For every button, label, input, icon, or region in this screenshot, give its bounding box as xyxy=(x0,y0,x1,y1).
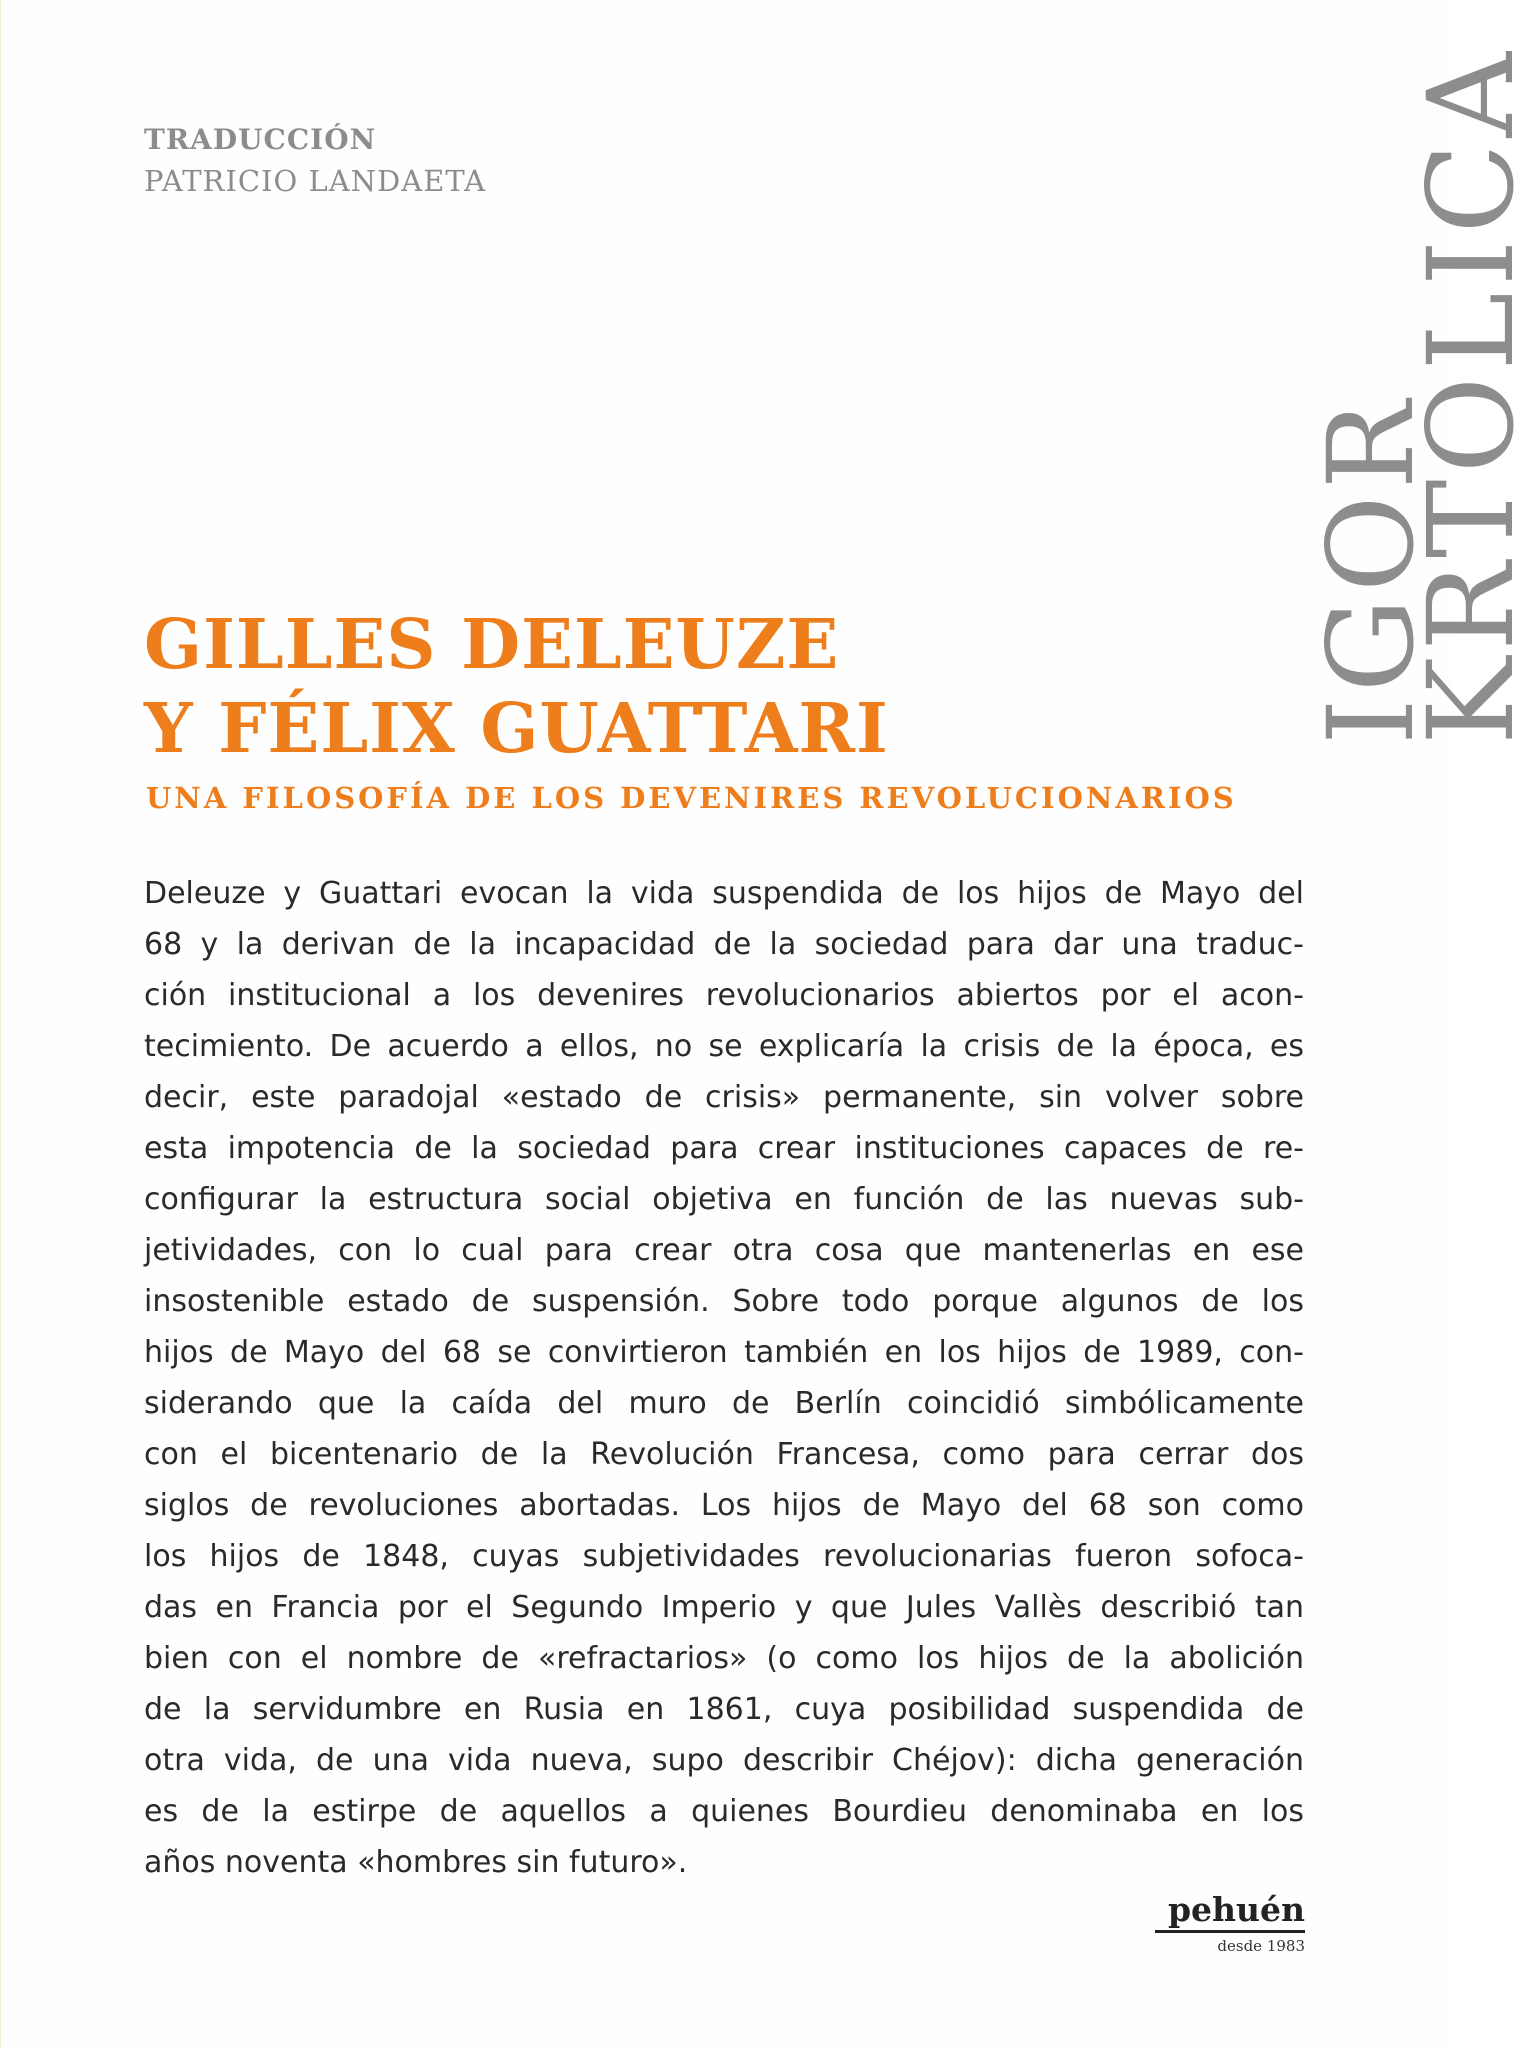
blurb-line: 68 y la derivan de la incapacidad de la sociedad para dar una traduc- xyxy=(144,927,1304,962)
publisher-logo xyxy=(1155,1892,1305,1955)
blurb-line: de la servidumbre en Rusia en 1861, cuya posibilidad suspendida de xyxy=(144,1692,1304,1727)
blurb-line: jetividades, con lo cual para crear otra cosa que mantenerlas en ese xyxy=(144,1233,1304,1268)
translator-credit xyxy=(144,120,486,202)
blurb-line: siderando que la caída del muro de Berlín coincidió simbólicamente xyxy=(144,1386,1304,1421)
book-subtitle: UNA FILOSOFÍA DE LOS DEVENIRES REVOLUCIONARIOS xyxy=(146,781,1237,815)
blurb-line: das en Francia por el Segundo Imperio y que Jules Vallès describió tan xyxy=(144,1590,1304,1625)
title-line-2: Y FÉLIX GUATTARI xyxy=(144,689,889,769)
author-last-name: KRTOLICA xyxy=(1402,46,1540,745)
blurb-line: los hijos de 1848, cuyas subjetividades revolucionarias fueron sofoca- xyxy=(144,1539,1304,1574)
blurb-line: decir, este paradojal «estado de crisis» permanente, sin volver sobre xyxy=(144,1080,1304,1115)
blurb-line: bien con el nombre de «refractarios» (o como los hijos de la abolición xyxy=(144,1641,1304,1676)
blurb-line: años noventa «hombres sin futuro». xyxy=(144,1845,688,1880)
title-line-1: GILLES DELEUZE xyxy=(144,605,840,685)
blurb-line: Deleuze y Guattari evocan la vida suspendida de los hijos de Mayo del xyxy=(144,876,1304,911)
publisher-name: pehuén xyxy=(1167,1890,1305,1929)
blurb-line: con el bicentenario de la Revolución Francesa, como para cerrar dos xyxy=(144,1437,1304,1472)
author-name xyxy=(1302,46,1540,745)
book-title xyxy=(144,603,889,771)
author-first-name: IGOR xyxy=(1302,394,1440,745)
blurb-line: hijos de Mayo del 68 se convirtieron también en los hijos de 1989, con- xyxy=(144,1335,1304,1370)
translator-label: TRADUCCIÓN xyxy=(144,123,377,156)
blurb-line: insostenible estado de suspensión. Sobre todo porque algunos de los xyxy=(144,1284,1304,1319)
blurb-line: siglos de revoluciones abortadas. Los hijos de Mayo del 68 son como xyxy=(144,1488,1304,1523)
blurb-line: configurar la estructura social objetiva en función de las nuevas sub- xyxy=(144,1182,1304,1217)
blurb-line: tecimiento. De acuerdo a ellos, no se explicaría la crisis de la época, es xyxy=(144,1029,1304,1064)
blurb-text xyxy=(144,868,1304,1888)
blurb-line: esta impotencia de la sociedad para crear instituciones capaces de re- xyxy=(144,1131,1304,1166)
translator-name: PATRICIO LANDAETA xyxy=(144,164,487,198)
publisher-since: desde 1983 xyxy=(1217,1937,1305,1955)
blurb-line: ción institucional a los devenires revolucionarios abiertos por el acon- xyxy=(144,978,1304,1013)
blurb-line: otra vida, de una vida nueva, supo describir Chéjov): dicha generación xyxy=(144,1743,1304,1778)
blurb-line: es de la estirpe de aquellos a quienes Bourdieu denominaba en los xyxy=(144,1794,1304,1829)
publisher-rule xyxy=(1155,1930,1305,1933)
